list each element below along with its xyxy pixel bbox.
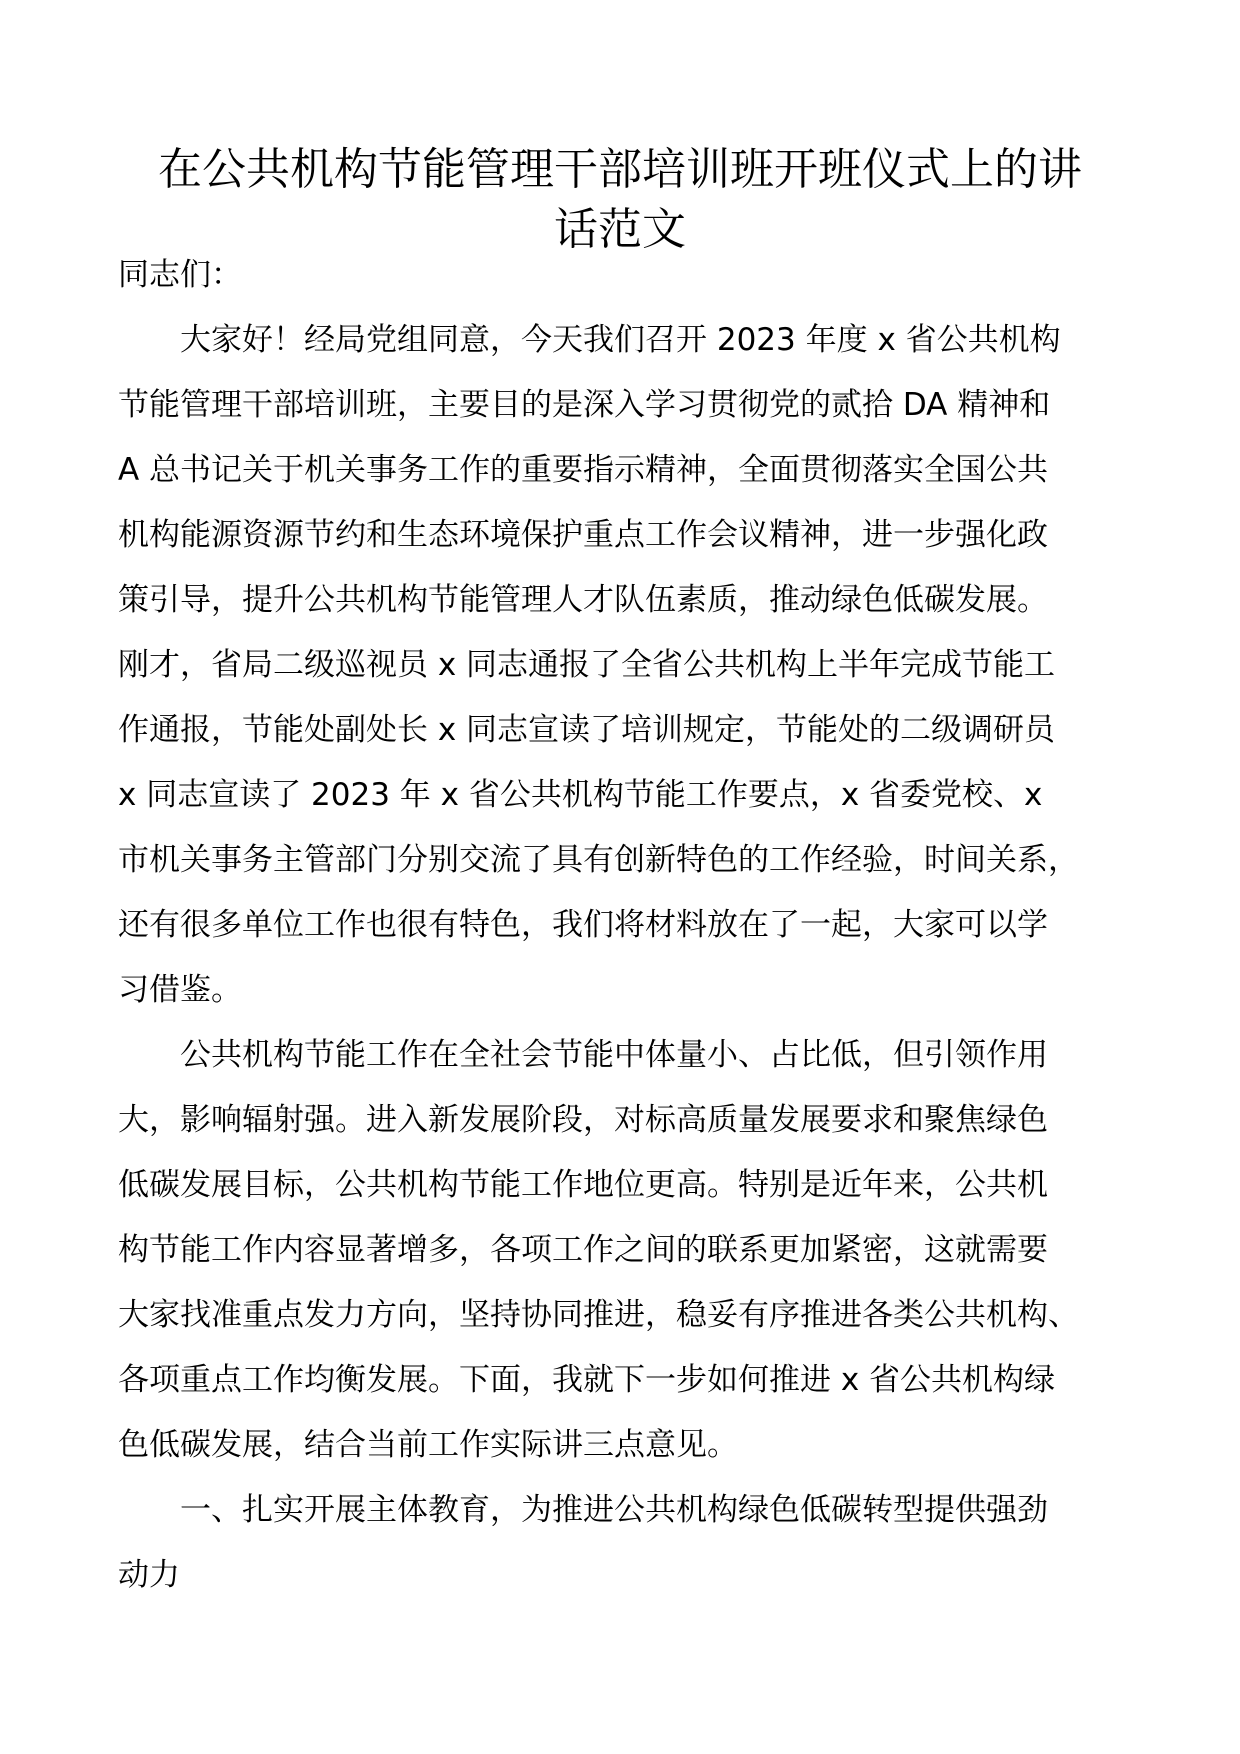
- title-line: 在公共机构节能管理干部培训班开班仪式上的讲: [158, 144, 1082, 195]
- paragraph-line: 大家好！经局党组同意，今天我们召开 2023 年度 x 省公共机构: [180, 322, 1061, 358]
- document-title: [118, 140, 1122, 260]
- paragraph-line: 还有很多单位工作也很有特色，我们将材料放在了一起，大家可以学: [118, 907, 1048, 943]
- paragraph-line: 大，影响辐射强。进入新发展阶段，对标高质量发展要求和聚焦绿色: [118, 1102, 1048, 1138]
- salutation: 同志们：: [118, 257, 242, 293]
- paragraph-1: [118, 308, 1128, 1023]
- paragraph-line: 大家找准重点发力方向，坚持协同推进，稳妥有序推进各类公共机构、: [118, 1297, 1079, 1333]
- paragraph-2: [118, 1023, 1128, 1478]
- paragraph-line: 低碳发展目标，公共机构节能工作地位更高。特别是近年来，公共机: [118, 1167, 1048, 1203]
- document-body: [118, 243, 1128, 1608]
- title-line: 话范文: [554, 204, 686, 255]
- paragraph-line: A 总书记关于机关事务工作的重要指示精神，全面贯彻落实全国公共: [118, 452, 1049, 488]
- paragraph-line: 策引导，提升公共机构节能管理人才队伍素质，推动绿色低碳发展。: [118, 582, 1048, 618]
- paragraph-line: 机构能源资源节约和生态环境保护重点工作会议精神，进一步强化政: [118, 517, 1048, 553]
- heading-line: 一、扎实开展主体教育，为推进公共机构绿色低碳转型提供强劲: [180, 1492, 1048, 1528]
- paragraph-line: 各项重点工作均衡发展。下面，我就下一步如何推进 x 省公共机构绿: [118, 1362, 1056, 1398]
- paragraph-line: 市机关事务主管部门分别交流了具有创新特色的工作经验，时间关系，: [118, 842, 1079, 878]
- section-heading-1: [118, 1478, 1128, 1608]
- paragraph-line: 刚才，省局二级巡视员 x 同志通报了全省公共机构上半年完成节能工: [118, 647, 1056, 683]
- paragraph-line: 色低碳发展，结合当前工作实际讲三点意见。: [118, 1427, 738, 1463]
- paragraph-line: 习借鉴。: [118, 972, 242, 1008]
- paragraph-line: 节能管理干部培训班，主要目的是深入学习贯彻党的贰拾 DA 精神和: [118, 387, 1051, 423]
- paragraph-line: x 同志宣读了 2023 年 x 省公共机构节能工作要点，x 省委党校、x: [118, 777, 1043, 813]
- heading-line: 动力: [118, 1557, 180, 1593]
- paragraph-line: 作通报，节能处副处长 x 同志宣读了培训规定，节能处的二级调研员: [118, 712, 1056, 748]
- paragraph-line: 构节能工作内容显著增多，各项工作之间的联系更加紧密，这就需要: [118, 1232, 1048, 1268]
- paragraph-line: 公共机构节能工作在全社会节能中体量小、占比低，但引领作用: [180, 1037, 1048, 1073]
